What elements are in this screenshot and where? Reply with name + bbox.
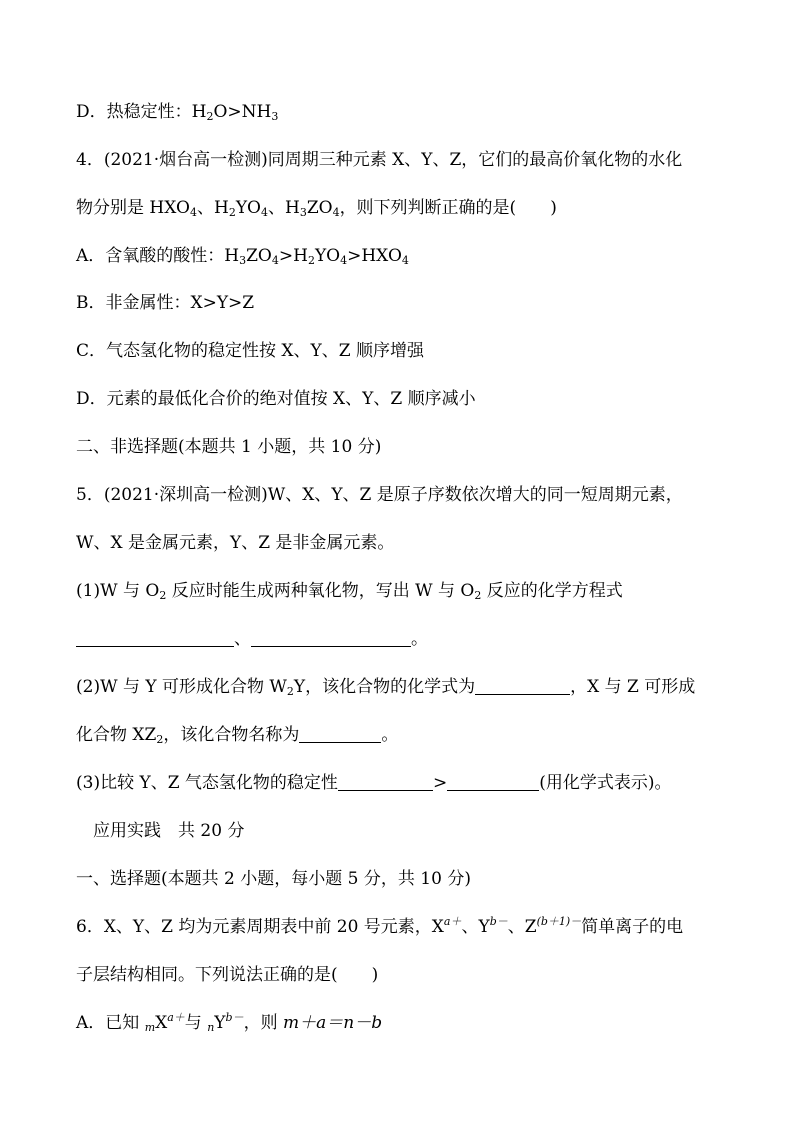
q4-option-b: B．非金属性：X>Y>Z: [76, 293, 255, 313]
section-heading-practice: 应用实践 共 20 分: [93, 821, 245, 841]
q4-option-c: C．气态氢化物的稳定性按 X、Y、Z 顺序增强: [76, 341, 424, 361]
q5-part2-line2: 化合物 $XZ_2$，该化合物名称为 。: [76, 725, 399, 746]
q5-stem-line2: W、X 是金属元素，Y、Z 是非金属元素。: [76, 533, 395, 553]
q5-stem-line1: 5．(2021·深圳高一检测)W、X、Y、Z 是原子序数依次增大的同一短周期元素，: [76, 485, 683, 505]
q5-part1-answers: 、 。: [76, 627, 428, 651]
q4-option-a: A．含氧酸的酸性：$H_3ZO_4>H_2YO_4>HXO_4$: [76, 246, 409, 267]
q6-option-a: A．已知 $_mX^{a+}$与 $_nY^{b-}$，则 m＋a＝n－b: [76, 1011, 383, 1034]
answer-blank[interactable]: [475, 676, 570, 695]
q4-option-d: D．元素的最低化合价的绝对值按 X、Y、Z 顺序减小: [76, 389, 476, 409]
answer-blank[interactable]: [76, 628, 234, 647]
section-heading-non-choice: 二、非选择题(本题共 1 小题，共 10 分): [76, 437, 382, 457]
q6-stem-line1: 6．X、Y、Z 均为元素周期表中前 20 号元素，$X^{a+}$、$Y^{b-}$、$Z^{(b+1)-}$简单离子的电: [76, 915, 684, 937]
answer-blank[interactable]: [447, 772, 539, 791]
section-heading-choice: 一、选择题(本题共 2 小题，每小题 5 分，共 10 分): [76, 869, 471, 889]
answer-blank[interactable]: [251, 628, 411, 647]
answer-blank[interactable]: [338, 772, 433, 791]
q6-stem-line2: 子层结构相同。下列说法正确的是( ): [76, 965, 379, 985]
q3-option-d: D．热稳定性：$H_2O>NH_3$: [76, 102, 279, 123]
q5-part3: (3)比较 Y、Z 气态氢化物的稳定性 > (用化学式表示)。: [76, 773, 672, 793]
q5-part1: (1)W 与 $O_2$ 反应时能生成两种氧化物，写出 W 与 $O_2$ 反应的化学方程式: [76, 581, 623, 602]
answer-blank[interactable]: [299, 724, 381, 743]
q4-stem-line1: 4．(2021·烟台高一检测)同周期三种元素 X、Y、Z，它们的最高价氧化物的水化: [76, 150, 683, 170]
q5-part2-line1: (2)W 与 Y 可形成化合物 $W_2Y$，该化合物的化学式为 ，X 与 Z 可形成: [76, 677, 696, 698]
q4-stem-line2: 物分别是 $HXO_4$、$H_2YO_4$、$H_3ZO_4$，则下列判断正确的是( ): [76, 198, 557, 219]
